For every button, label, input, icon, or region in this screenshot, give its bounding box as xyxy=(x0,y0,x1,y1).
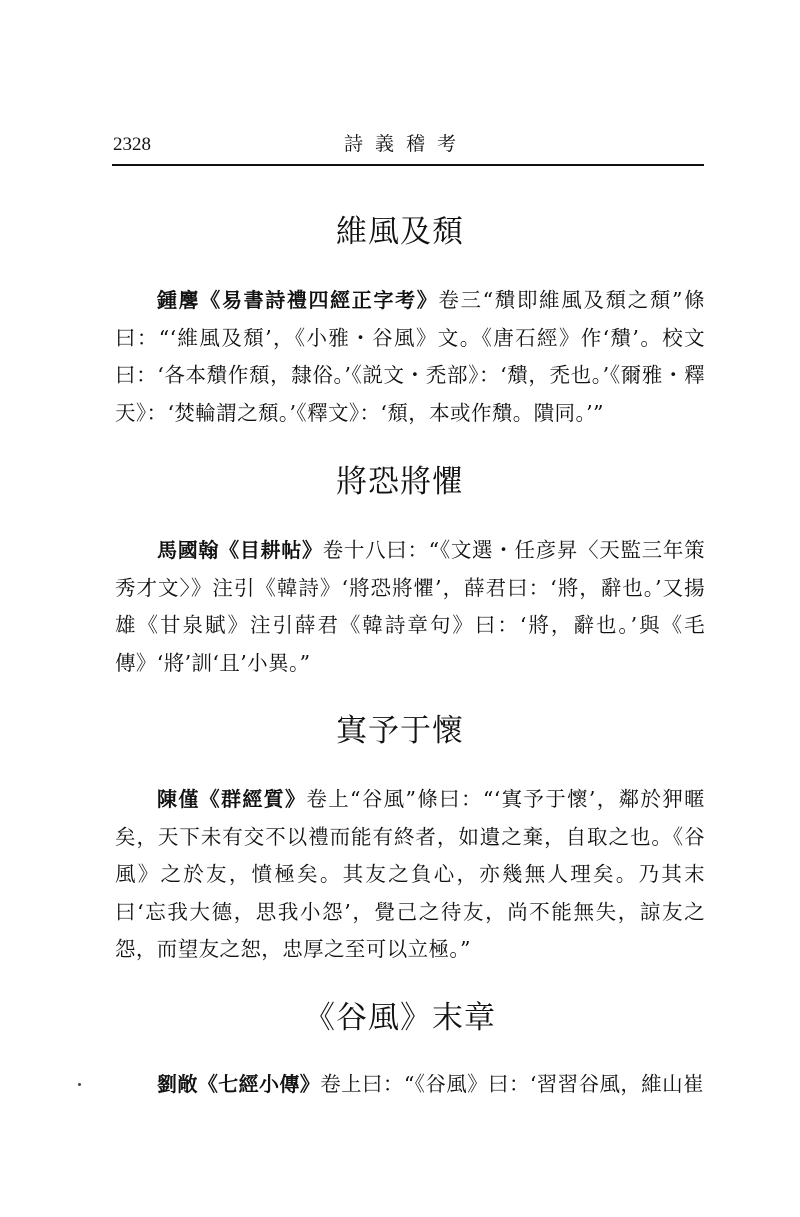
header-rule xyxy=(112,164,704,166)
author-name: 陳僅 xyxy=(157,787,200,811)
book-title: 《群經質》 xyxy=(199,787,307,811)
paragraph-text: 卷上“谷風”條曰：“‘寘予于懷’，鄰於狎暱矣，天下未有交不以禮而能有終者，如遺之棄，自取之也。《谷風》之於友，憤極矣。其友之負心，亦幾無人理矣。乃其末曰‘忘我大德，思我小怨’，覺己之待友，尚不能無失，諒友之怨，而望友之恕，忠厚之至可以立極。” xyxy=(115,787,705,961)
book-title: 《易書詩禮四經正字考》 xyxy=(200,288,439,312)
book-title: 《目耕帖》 xyxy=(219,538,323,562)
section-paragraph xyxy=(115,282,705,432)
section-paragraph xyxy=(115,1066,705,1104)
section-paragraph xyxy=(115,781,705,969)
section-paragraph xyxy=(115,532,705,682)
author-name: 馬國翰 xyxy=(157,538,220,562)
author-name: 鍾麐 xyxy=(157,288,201,312)
running-title: 詩義稽考 xyxy=(343,133,468,155)
section-heading: 將恐將懼 xyxy=(336,464,464,500)
book-title: 《七經小傳》 xyxy=(197,1072,321,1096)
margin-dot xyxy=(78,1083,81,1086)
paragraph-text: 卷三“穨即維風及頹之頹”條曰：“‘維風及頹’，《小雅・谷風》文。《唐石經》作‘穨’。校文曰：‘各本穨作頹，隸俗。’《説文・禿部》：‘穨，禿也。’《爾雅・釋天》：‘焚輪謂之頹。’《釋文》：‘頹，本或作穨。隤同。’” xyxy=(115,288,705,425)
section-heading: 《谷風》末章 xyxy=(304,1000,496,1036)
paragraph-text: 卷上曰：“《谷風》曰：‘習習谷風，維山崔 xyxy=(320,1072,704,1096)
page-number: 2328 xyxy=(113,134,151,155)
paragraph-text: 卷十八曰：“《文選・任彦昇〈天監三年策秀才文〉》注引《韓詩》‘將恐將懼’，薛君曰：‘將，辭也。’又揚雄《甘泉賦》注引薛君《韓詩章句》曰：‘將，辭也。’與《毛傳》‘將’訓‘且’小異。” xyxy=(115,538,705,675)
author-name: 劉敞 xyxy=(157,1072,198,1096)
section-heading: 寘予于懷 xyxy=(336,713,464,749)
section-heading: 維風及頹 xyxy=(336,214,464,250)
